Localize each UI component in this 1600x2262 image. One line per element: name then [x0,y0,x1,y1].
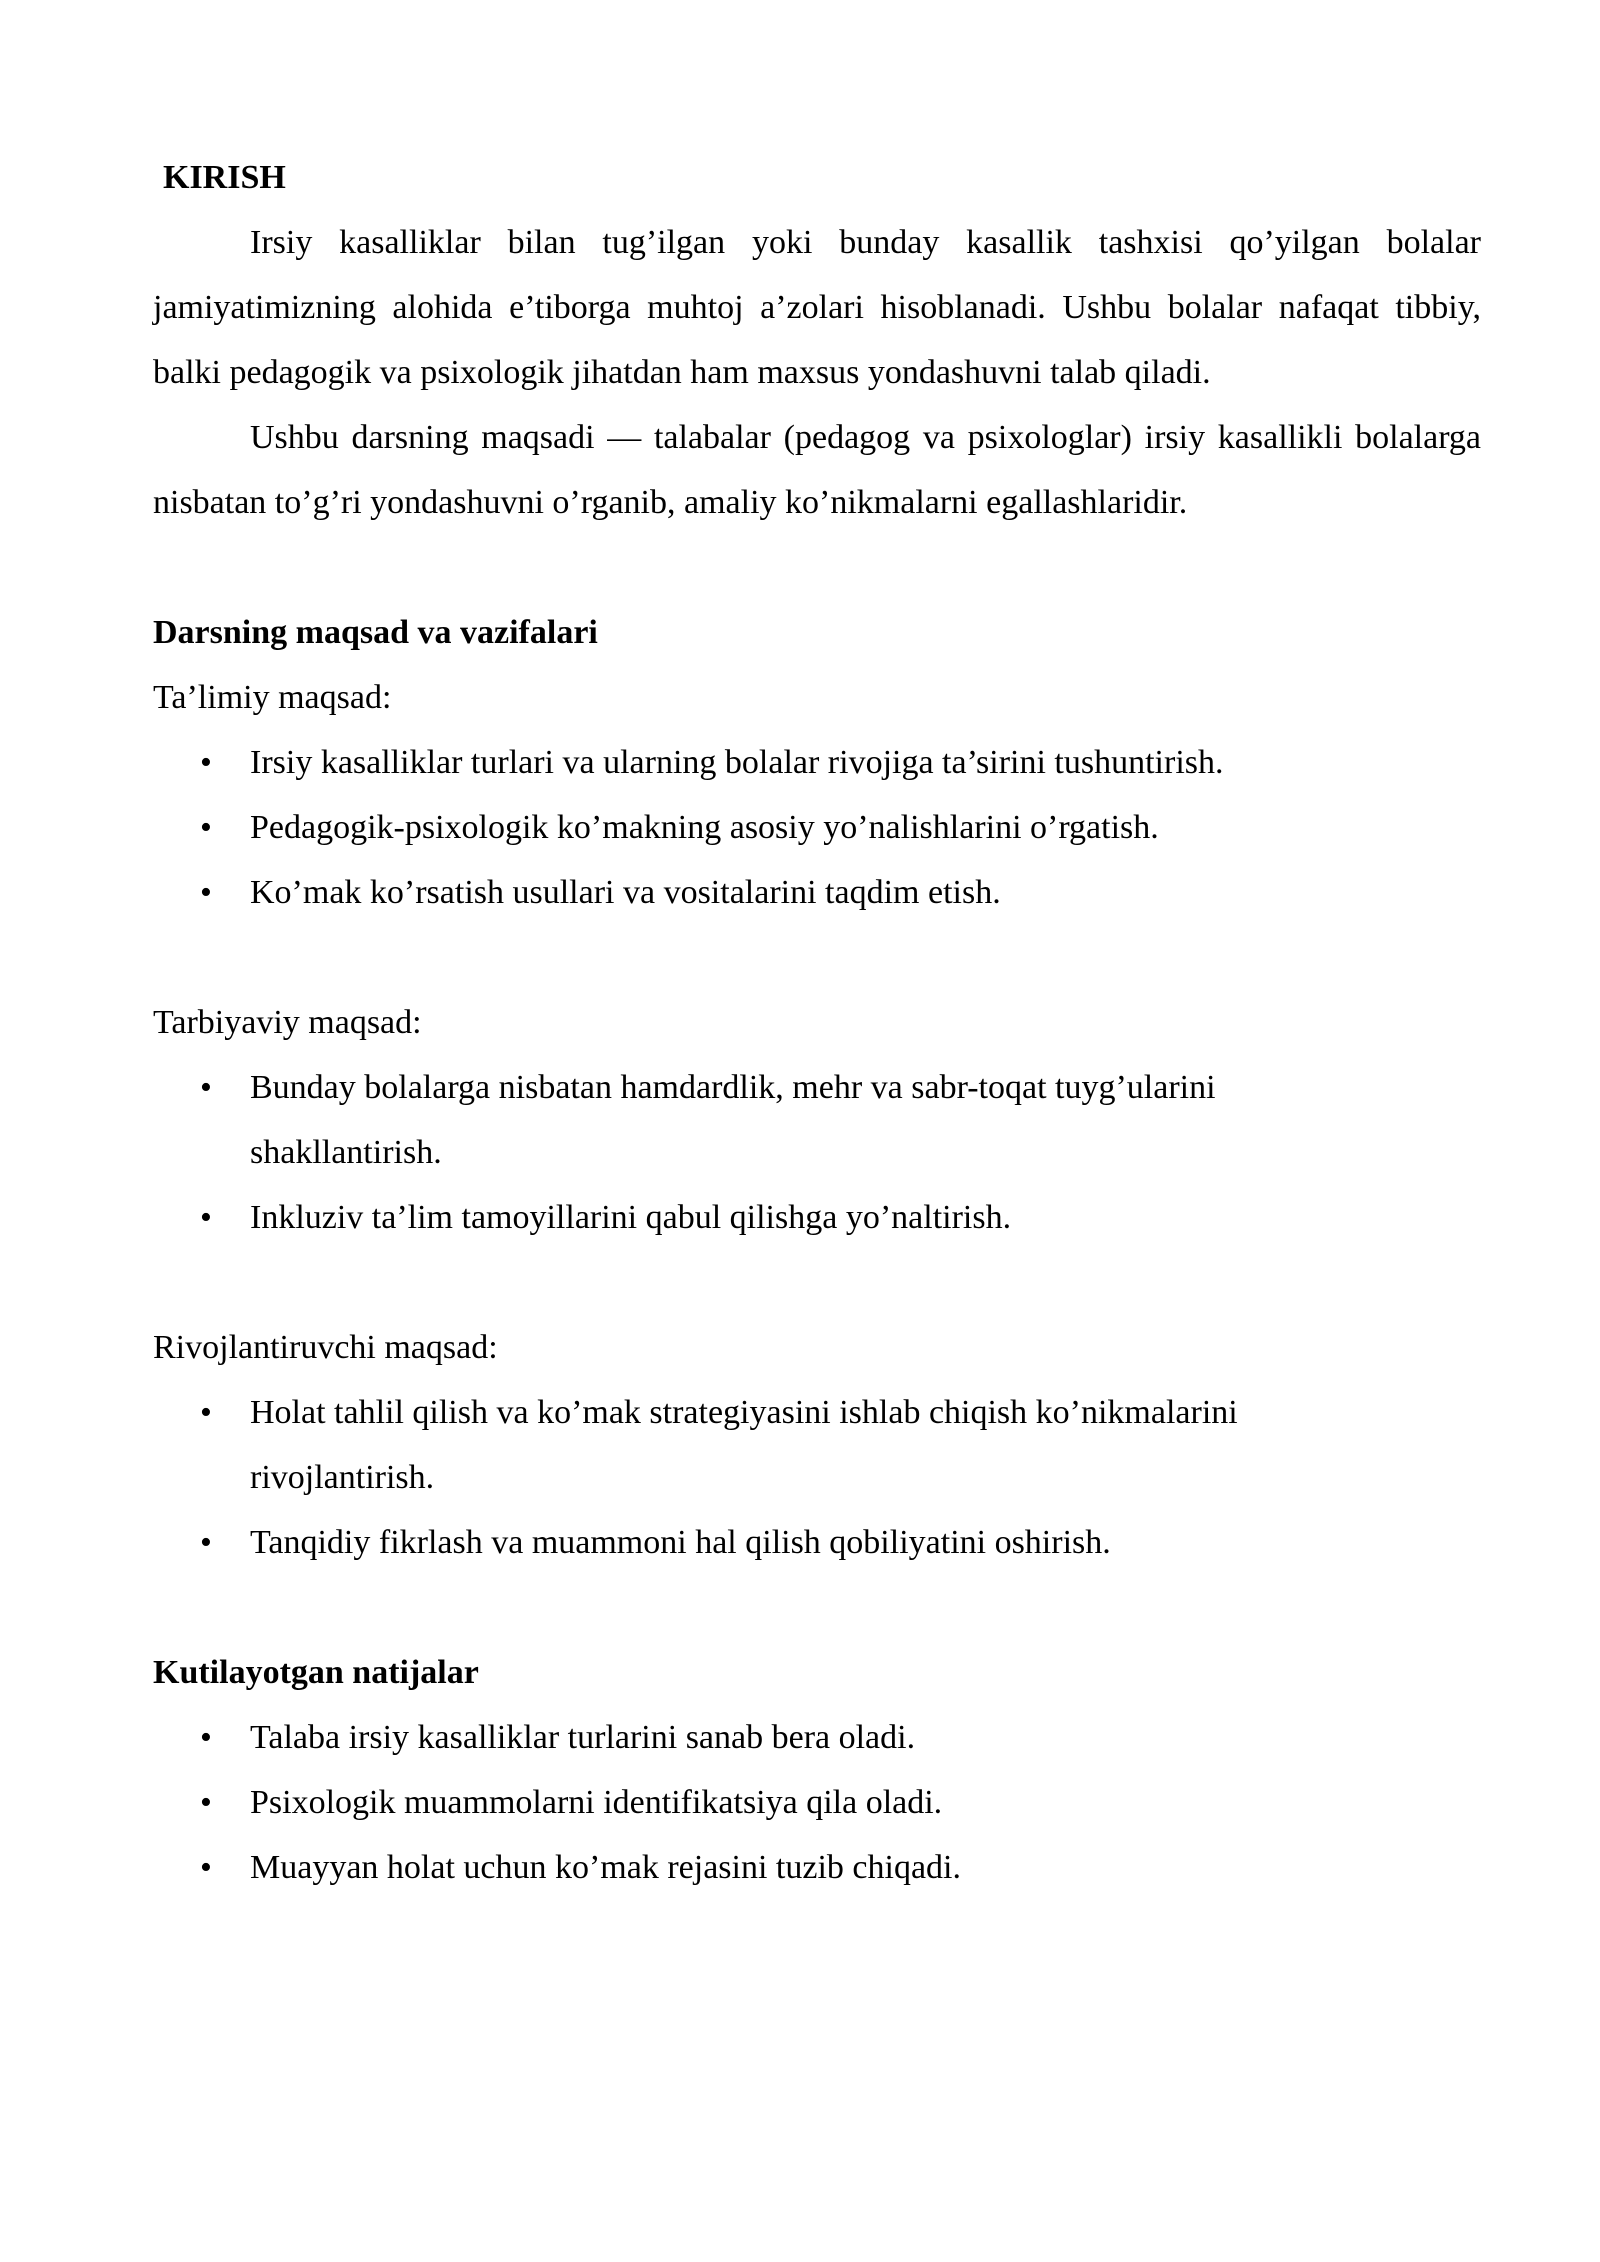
list-item-text: Irsiy kasalliklar turlari va ularning bolalar rivojiga ta’sirini tushuntirish. [250,744,1224,781]
list-item-text: Ko’mak ko’rsatish usullari va vositalarini taqdim etish. [250,874,1001,911]
bullet-icon: • [200,1719,212,1756]
list-item [153,730,1481,795]
developmental-goal-label: Rivojlantiruvchi maqsad: [153,1329,498,1366]
intro-heading: KIRISH [163,159,286,196]
list-item [153,860,1481,925]
list-item [153,1185,1481,1250]
list-item [153,1770,1481,1835]
bullet-icon: • [200,1524,212,1561]
list-item-text: Talaba irsiy kasalliklar turlarini sanab bera oladi. [250,1719,916,1756]
list-item [153,1380,1481,1510]
upbringing-goal-list [153,1055,1481,1250]
results-list [153,1705,1481,1900]
bullet-icon: • [200,1069,212,1106]
list-item-text: Muayyan holat uchun ko’mak rejasini tuzib chiqadi. [250,1849,961,1886]
bullet-icon: • [200,874,212,911]
bullet-icon: • [200,1784,212,1821]
list-item [153,1835,1481,1900]
bullet-icon: • [200,1199,212,1236]
spacer [153,925,1481,990]
spacer [153,1575,1481,1640]
spacer [153,1250,1481,1315]
list-item [153,1705,1481,1770]
educational-goal-label: Ta’limiy maqsad: [153,679,392,716]
list-item-text: Pedagogik-psixologik ko’makning asosiy yo’nalishlarini o’rgatish. [250,809,1159,846]
list-item-text: Holat tahlil qilish va ko’mak strategiyasini ishlab chiqish ko’nikmalarini rivojlantirish. [250,1394,1238,1496]
bullet-icon: • [200,1394,212,1431]
upbringing-goal-label: Tarbiyaviy maqsad: [153,1004,422,1041]
results-heading: Kutilayotgan natijalar [153,1654,479,1691]
list-item [153,795,1481,860]
educational-goal-list [153,730,1481,925]
spacer [153,535,1481,600]
bullet-icon: • [200,809,212,846]
list-item-text: Psixologik muammolarni identifikatsiya qila oladi. [250,1784,943,1821]
list-item-text: Inkluziv ta’lim tamoyillarini qabul qilishga yo’naltirish. [250,1199,1012,1236]
list-item-text: Bunday bolalarga nisbatan hamdardlik, mehr va sabr-toqat tuyg’ularini shakllantirish. [250,1069,1216,1171]
intro-paragraph-1: Irsiy kasalliklar bilan tug’ilgan yoki bunday kasallik tashxisi qo’yilgan bolalar jamiyatimizning alohida e’tiborga muhtoj a’zolari hisoblanadi. Ushbu bolalar nafaqat tibbiy, balki pedagogik va psixologik jihatdan ham maxsus yondashuvni talab qiladi. [153,224,1481,391]
list-item-text: Tanqidiy fikrlash va muammoni hal qilish qobiliyatini oshirish. [250,1524,1111,1561]
intro-paragraph-2: Ushbu darsning maqsadi — talabalar (pedagog va psixologlar) irsiy kasallikli bolalarga nisbatan to’g’ri yondashuvni o’rganib, amaliy ko’nikmalarni egallashlaridir. [153,419,1481,521]
goals-heading: Darsning maqsad va vazifalari [153,614,598,651]
developmental-goal-list [153,1380,1481,1575]
list-item [153,1510,1481,1575]
bullet-icon: • [200,744,212,781]
bullet-icon: • [200,1849,212,1886]
document-page [153,145,1481,1900]
list-item [153,1055,1481,1185]
